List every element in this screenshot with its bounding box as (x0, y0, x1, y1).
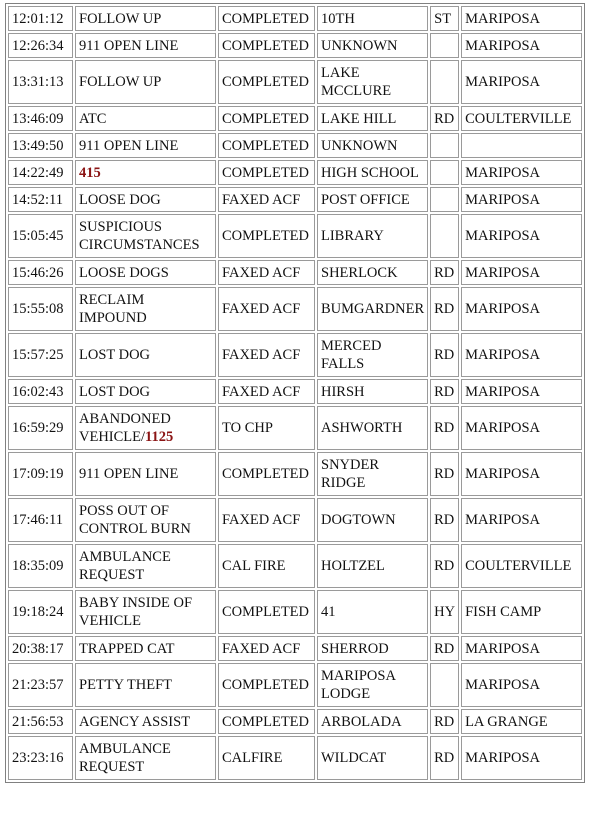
table-row (8, 160, 582, 185)
cell-call-type: ABANDONED VEHICLE/1125 (75, 406, 216, 450)
cell-street-suffix (430, 133, 459, 158)
table-row (8, 452, 582, 496)
cell-city: MARIPOSA (461, 736, 582, 780)
cell-time: 13:46:09 (8, 106, 73, 131)
cell-call-type: LOST DOG (75, 333, 216, 377)
cell-time: 16:02:43 (8, 379, 73, 404)
cell-call-type: BABY INSIDE OF VEHICLE (75, 590, 216, 634)
cell-time: 13:31:13 (8, 60, 73, 104)
cell-city: MARIPOSA (461, 333, 582, 377)
cell-street-suffix: RD (430, 333, 459, 377)
cell-city: LA GRANGE (461, 709, 582, 734)
cell-city: MARIPOSA (461, 406, 582, 450)
cell-call-type: LOOSE DOGS (75, 260, 216, 285)
cell-street: WILDCAT (317, 736, 428, 780)
cell-time: 15:05:45 (8, 214, 73, 258)
table-row (8, 33, 582, 58)
cell-disposition: COMPLETED (218, 106, 315, 131)
cell-time: 15:57:25 (8, 333, 73, 377)
table-row (8, 663, 582, 707)
cell-disposition: FAXED ACF (218, 498, 315, 542)
table-row (8, 333, 582, 377)
cell-city: MARIPOSA (461, 214, 582, 258)
cell-disposition: COMPLETED (218, 663, 315, 707)
table-row (8, 498, 582, 542)
cell-call-type: LOST DOG (75, 379, 216, 404)
cell-time: 20:38:17 (8, 636, 73, 661)
vehicle-code: 1125 (145, 429, 174, 445)
cell-street: MARIPOSA LODGE (317, 663, 428, 707)
cell-city: MARIPOSA (461, 636, 582, 661)
table-row (8, 636, 582, 661)
cell-city: FISH CAMP (461, 590, 582, 634)
cell-disposition: COMPLETED (218, 6, 315, 31)
table-row (8, 736, 582, 780)
cell-time: 17:09:19 (8, 452, 73, 496)
cell-time: 14:52:11 (8, 187, 73, 212)
cell-time: 13:49:50 (8, 133, 73, 158)
cell-call-type: POSS OUT OF CONTROL BURN (75, 498, 216, 542)
cell-street: HIRSH (317, 379, 428, 404)
cell-city: MARIPOSA (461, 452, 582, 496)
cell-call-type: TRAPPED CAT (75, 636, 216, 661)
call-log-body (8, 6, 582, 780)
cell-disposition: COMPLETED (218, 133, 315, 158)
cell-street-suffix: RD (430, 544, 459, 588)
table-row (8, 106, 582, 131)
table-row (8, 187, 582, 212)
table-row (8, 60, 582, 104)
cell-call-type: PETTY THEFT (75, 663, 216, 707)
table-row (8, 709, 582, 734)
cell-street-suffix (430, 214, 459, 258)
cell-city: COULTERVILLE (461, 106, 582, 131)
cell-street-suffix (430, 187, 459, 212)
table-row (8, 260, 582, 285)
cell-street-suffix: RD (430, 287, 459, 331)
cell-street: SNYDER RIDGE (317, 452, 428, 496)
cell-city: MARIPOSA (461, 6, 582, 31)
cell-street: BUMGARDNER (317, 287, 428, 331)
cell-street: 10TH (317, 6, 428, 31)
table-row (8, 544, 582, 588)
cell-disposition: CALFIRE (218, 736, 315, 780)
cell-disposition: FAXED ACF (218, 636, 315, 661)
cell-call-type: AMBULANCE REQUEST (75, 736, 216, 780)
cell-disposition: FAXED ACF (218, 287, 315, 331)
cell-city: MARIPOSA (461, 379, 582, 404)
cell-time: 14:22:49 (8, 160, 73, 185)
cell-disposition: COMPLETED (218, 60, 315, 104)
penal-code: 415 (79, 164, 101, 181)
table-row (8, 379, 582, 404)
cell-street: SHERROD (317, 636, 428, 661)
cell-call-type: RECLAIM IMPOUND (75, 287, 216, 331)
cell-time: 16:59:29 (8, 406, 73, 450)
cell-disposition: COMPLETED (218, 452, 315, 496)
cell-street-suffix: RD (430, 452, 459, 496)
cell-city: MARIPOSA (461, 187, 582, 212)
cell-time: 18:35:09 (8, 544, 73, 588)
cell-time: 17:46:11 (8, 498, 73, 542)
cell-disposition: TO CHP (218, 406, 315, 450)
cell-street-suffix (430, 160, 459, 185)
table-row (8, 133, 582, 158)
cell-disposition: FAXED ACF (218, 379, 315, 404)
cell-city: MARIPOSA (461, 60, 582, 104)
cell-time: 15:55:08 (8, 287, 73, 331)
cell-street: LAKE MCCLURE (317, 60, 428, 104)
cell-city: MARIPOSA (461, 498, 582, 542)
cell-time: 19:18:24 (8, 590, 73, 634)
cell-time: 23:23:16 (8, 736, 73, 780)
cell-call-type (75, 160, 216, 185)
cell-street: HOLTZEL (317, 544, 428, 588)
cell-street: POST OFFICE (317, 187, 428, 212)
cell-street: SHERLOCK (317, 260, 428, 285)
call-log-table (5, 3, 585, 783)
cell-street: UNKNOWN (317, 133, 428, 158)
cell-call-type: FOLLOW UP (75, 6, 216, 31)
cell-street-suffix: HY (430, 590, 459, 634)
cell-disposition: FAXED ACF (218, 187, 315, 212)
cell-street: ARBOLADA (317, 709, 428, 734)
cell-street-suffix: RD (430, 106, 459, 131)
cell-disposition: COMPLETED (218, 214, 315, 258)
table-row (8, 590, 582, 634)
cell-street: LAKE HILL (317, 106, 428, 131)
cell-disposition: COMPLETED (218, 590, 315, 634)
cell-street-suffix (430, 663, 459, 707)
cell-call-type: 911 OPEN LINE (75, 33, 216, 58)
cell-call-type: 911 OPEN LINE (75, 133, 216, 158)
cell-time: 15:46:26 (8, 260, 73, 285)
cell-street-suffix: RD (430, 736, 459, 780)
cell-street: HIGH SCHOOL (317, 160, 428, 185)
cell-street: DOGTOWN (317, 498, 428, 542)
cell-street-suffix: ST (430, 6, 459, 31)
cell-disposition: COMPLETED (218, 160, 315, 185)
cell-city: MARIPOSA (461, 287, 582, 331)
table-row (8, 6, 582, 31)
cell-street: 41 (317, 590, 428, 634)
cell-call-type: AMBULANCE REQUEST (75, 544, 216, 588)
cell-city: MARIPOSA (461, 663, 582, 707)
cell-street-suffix: RD (430, 406, 459, 450)
cell-disposition: COMPLETED (218, 33, 315, 58)
cell-call-type: LOOSE DOG (75, 187, 216, 212)
cell-street-suffix: RD (430, 636, 459, 661)
cell-city: MARIPOSA (461, 160, 582, 185)
cell-time: 12:01:12 (8, 6, 73, 31)
cell-street: ASHWORTH (317, 406, 428, 450)
cell-street-suffix: RD (430, 709, 459, 734)
cell-time: 12:26:34 (8, 33, 73, 58)
cell-city: MARIPOSA (461, 260, 582, 285)
cell-city: COULTERVILLE (461, 544, 582, 588)
cell-street-suffix (430, 60, 459, 104)
cell-street-suffix: RD (430, 260, 459, 285)
cell-disposition: CAL FIRE (218, 544, 315, 588)
cell-disposition: FAXED ACF (218, 260, 315, 285)
cell-city: MARIPOSA (461, 33, 582, 58)
cell-time: 21:56:53 (8, 709, 73, 734)
table-row (8, 214, 582, 258)
cell-call-type: 911 OPEN LINE (75, 452, 216, 496)
cell-street: UNKNOWN (317, 33, 428, 58)
table-row (8, 406, 582, 450)
cell-disposition: FAXED ACF (218, 333, 315, 377)
cell-city (461, 133, 582, 158)
cell-street-suffix: RD (430, 379, 459, 404)
table-row (8, 287, 582, 331)
cell-street-suffix: RD (430, 498, 459, 542)
cell-street: LIBRARY (317, 214, 428, 258)
cell-disposition: COMPLETED (218, 709, 315, 734)
cell-time: 21:23:57 (8, 663, 73, 707)
cell-call-type: SUSPICIOUS CIRCUMSTANCES (75, 214, 216, 258)
cell-call-type: FOLLOW UP (75, 60, 216, 104)
cell-street-suffix (430, 33, 459, 58)
cell-street: MERCED FALLS (317, 333, 428, 377)
cell-call-type: AGENCY ASSIST (75, 709, 216, 734)
cell-call-type: ATC (75, 106, 216, 131)
